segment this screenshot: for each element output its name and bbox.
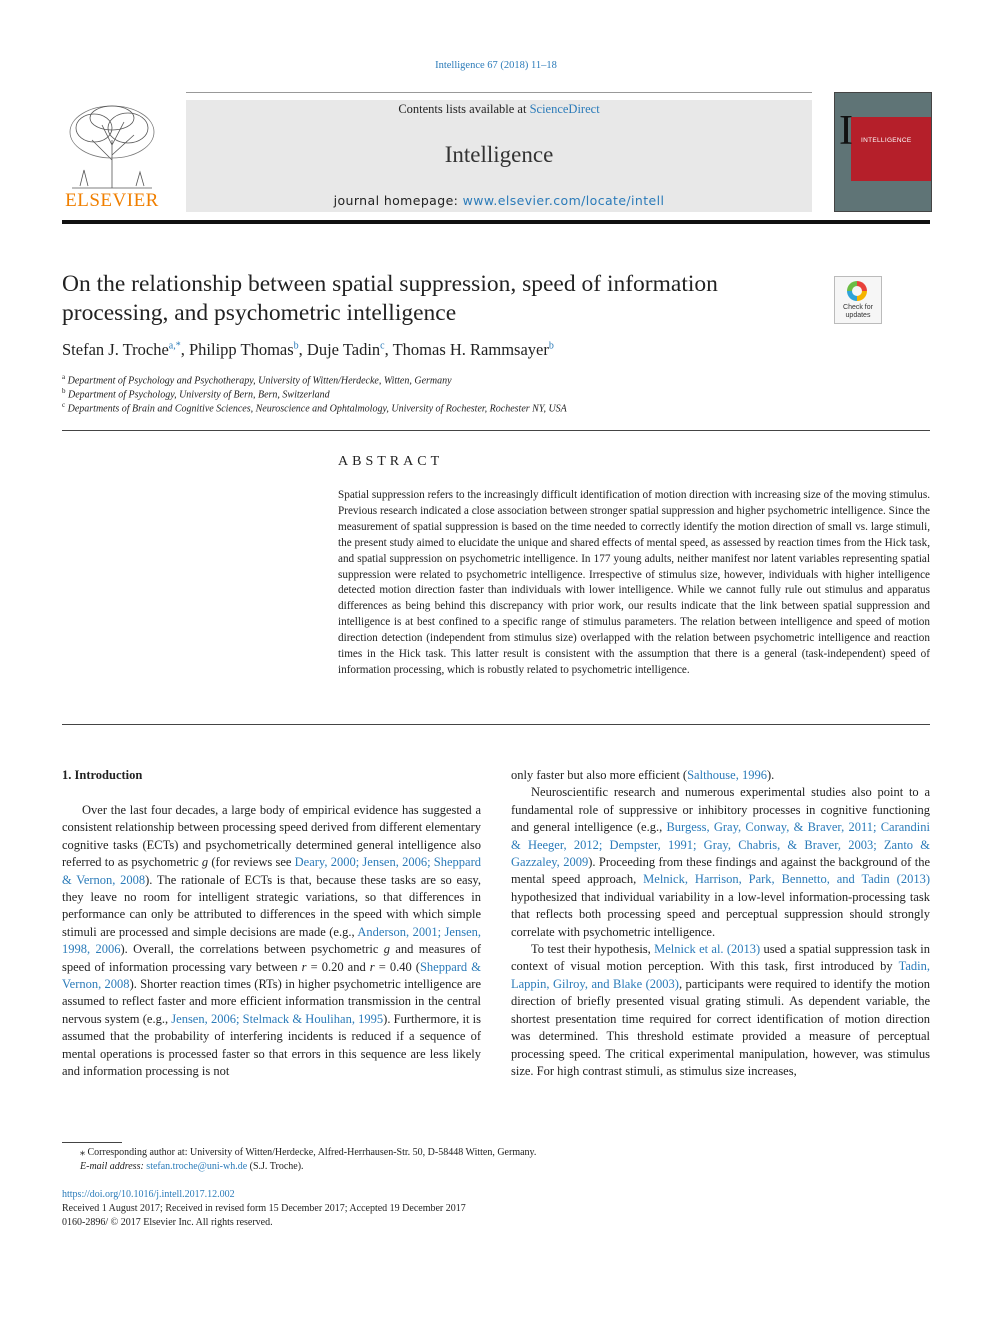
journal-cover-thumbnail[interactable] [834,92,932,212]
section-heading-introduction: 1. Introduction [62,768,143,782]
author-affiliation-mark[interactable]: b [548,340,554,352]
contents-line [186,102,812,117]
author-separator: , [298,340,307,359]
text-run: ). Proceeding from these findings and against the background of the mental speed approach, [511,855,930,887]
title-line-2: processing, and psychometric intelligence [62,300,457,326]
sciencedirect-link[interactable]: ScienceDirect [529,102,600,116]
affiliation-text: Department of Psychology, University of Bern, Bern, Switzerland [68,389,330,401]
citation-link[interactable]: Tadin, Lappin, Gilroy, and Blake (2003) [511,959,930,991]
header-thick-rule [62,220,930,224]
affiliation-mark: b [62,387,66,395]
crossmark-icon [847,281,867,301]
text-run: used a spatial suppression task in context of visual motion perception. With this task, first introduced by [511,942,930,974]
journal-title: Intelligence [444,142,554,167]
contents-prefix: Contents lists available at [398,102,530,116]
italic-symbol: r [369,959,375,974]
body-column-left [62,802,481,1081]
affiliation [62,401,567,414]
abstract-text: Spatial suppression refers to the increasingly difficult identification of motion direction with increasing size of the moving stimulus. Previous research indicated a close association between stronger spatial suppression and higher psychometric intelligence. Since the measurement of spatial suppression is based on the time needed to correctly identify the motion direction of small vs. large stimuli, the present study aimed to elucidate the unique and shared effects of mental speed, as assessed by reaction times from the Hick task, and spatial suppression on psychometric intelligence. In 177 young adults, neither manifest nor latent variables representing spatial suppression were related to psychometric intelligence. Irrespective of stimulus size, however, individuals with higher intelligence detected motion direction faster than individuals with lower intelligence. While we cannot fully rule out stimulus and apparatus differences as being behind this discrepancy with prior work, our results indicate that the link between spatial suppression and intelligence is at best confined to a specific range of stimulus parameters. The relation between intelligence and speed of motion direction detection (independent from stimulus size) overlapped with the relation between psychometric intelligence and reaction times in the Hick task. This latter result is consistent with the assumption that there is a general (task-independent) speed of information processing, which is robustly related to psychometric intelligence. [338,489,930,676]
elsevier-wordmark: ELSEVIER [65,190,159,211]
homepage-link[interactable]: www.elsevier.com/locate/intell [462,193,665,208]
citation-link[interactable]: Anderson, 2001; Jensen, 1998, 2006 [62,924,481,957]
text-run: ). [766,768,775,782]
citation-link[interactable]: Jensen, 2006; Stelmack & Houlihan, 1995 [171,1011,384,1026]
citation-link[interactable]: Melnick, Harrison, Park, Bennetto, and Tadin (2013) [643,872,930,887]
homepage-line [186,193,812,208]
italic-symbol: g [201,855,209,870]
author-name: Thomas H. Rammsayer [392,340,549,359]
italic-symbol: g [383,942,390,957]
crossmark-line-2: updates [845,312,871,319]
affiliation [62,387,330,400]
paragraph [511,767,930,784]
text-run: ). Overall, the correlations between psychometric [120,942,384,957]
text-run: ). Furthermore, it is assumed that the probability of interfering incidents is reduced if a sequence of mental operations is processed faster so that errors in this sequence are less likely and information processing is not [62,1011,481,1079]
italic-symbol: r [301,959,307,974]
check-for-updates-badge[interactable] [834,276,882,324]
paragraph [62,802,481,1081]
text-run: ). The rationale of ECTs is that, because these tasks are so easy, they leave no room for intelligent strategic variations, so that differences in performance can only be attributed to differences in the speed with which simple stimuli are processed and simple decisions are made (e.g., [62,872,481,939]
article-dates: Received 1 August 2017; Received in revised form 15 December 2017; Accepted 19 December 2017 [62,1203,466,1214]
text-run: (for reviews see [208,855,295,870]
title-line-1: On the relationship between spatial suppression, speed of information [62,271,718,297]
body-column-right [511,767,930,1080]
author-affiliation-mark[interactable]: b [293,340,299,352]
affiliation [62,373,452,386]
citation-link[interactable]: Sheppard & Vernon, 2008 [62,959,481,992]
author-name: Stefan J. Troche [62,340,169,359]
text-run: = 0.40 ( [374,959,420,974]
author [307,340,393,359]
footnote-rule [62,1142,122,1143]
author-list [62,340,554,360]
text-run: To test their hypothesis, [531,942,655,957]
crossmark-label [835,304,881,320]
citation-link[interactable]: Deary, 2000; Jensen, 2006; Sheppard & Vernon, 2008 [62,855,481,887]
citation-link[interactable]: Burgess, Gray, Conway, & Braver, 2011; Carandini & Heeger, 2012; Dempster, 1991; Gray, Chabris, & Braver, 2003; Zanto & Gazzaley, 2009 [511,820,930,870]
paragraph [511,784,930,941]
copyright-line: 0160-2896/ © 2017 Elsevier Inc. All rights reserved. [62,1217,273,1228]
affiliation-text: Department of Psychology and Psychotherapy, University of Witten/Herdecke, Witten, Germany [67,375,452,387]
email-suffix: (S.J. Troche). [247,1161,304,1172]
text-run: Neuroscientific research and numerous experimental studies also point to a fundamental role of suppressive or inhibitory processes in cognitive functioning and general intelligence (e.g., [511,785,930,835]
author-affiliation-mark[interactable]: a,* [168,340,181,352]
text-run: ). Shorter reaction times (RTs) in higher psychometric intelligence are assumed to reflect faster and more efficient information transmission in the central nervous system (e.g., [62,977,481,1026]
author [62,340,189,359]
elsevier-tree-icon [62,100,162,190]
affiliation-text: Departments of Brain and Cognitive Sciences, Neuroscience and Ophtalmology, University of Rochester, Rochester NY, USA [67,403,567,415]
abstract-top-rule [62,430,930,431]
text-run: and measures of speed of information processing vary between [62,942,481,974]
citation-link[interactable]: Melnick et al. (2013) [654,942,761,957]
text-run: = 0.20 and [306,959,370,974]
homepage-prefix: journal homepage: [333,193,463,208]
text-run: , participants were required to identify the motion direction of briefly presented visual grating stimuli. As dependent variable, the shortest presentation time required for correct identification of motion direction was determined. This threshold estimate provided a measure of perceptual processing speed. The critical experimental manipulation, however, was stimulus size. For high contrast stimuli, as stimulus size increases, [511,976,930,1078]
text-run: hypothesized that individual variability in a low-level information-processing task that reflects both processing speed and perceptual suppression should strongly correlate with psychometric intelligence. [511,889,930,939]
journal-banner [186,100,812,212]
header-top-rule [186,92,812,93]
elsevier-logo [62,100,162,212]
affiliation-mark: a [62,373,66,381]
email-label: E-mail address: [80,1161,147,1172]
text-run: only faster but also more efficient ( [511,768,688,782]
cover-red-panel [851,117,931,181]
paragraph [511,941,930,1080]
email-note [80,1161,304,1172]
journal-citation[interactable]: Intelligence 67 (2018) 11–18 [435,60,557,71]
author-name: Philipp Thomas [189,340,294,359]
affiliation-mark: c [62,401,66,409]
crossmark-line-1: Check for [843,304,873,311]
citation-link[interactable]: Salthouse, 1996 [687,768,767,782]
cover-journal-name: INTELLIGENCE [861,137,912,144]
article-title [62,270,802,328]
text-run: Over the last four decades, a large body of empirical evidence has suggested a consistent relationship between processing speed derived from different elementary cognitive tasks (ECTs) and psychometrically determined general intelligence also referred to as psychometric [62,803,481,870]
author-name: Duje Tadin [306,340,381,359]
author-separator: , [180,340,189,359]
corresponding-author-note: ⁎ Corresponding author at: University of Witten/Herdecke, Alfred-Herrhausen-Str. 50, D-58448 Witten, Germany. [80,1147,537,1158]
abstract-bottom-rule [62,724,930,725]
author-separator: , [384,340,393,359]
author [393,340,554,359]
author-affiliation-mark[interactable]: c [380,340,385,352]
author [189,340,307,359]
cover-letter: I [839,108,853,154]
doi-link[interactable]: https://doi.org/10.1016/j.intell.2017.12.002 [62,1189,235,1200]
abstract-heading: ABSTRACT [338,454,444,469]
email-link[interactable]: stefan.troche@uni-wh.de [146,1161,248,1172]
